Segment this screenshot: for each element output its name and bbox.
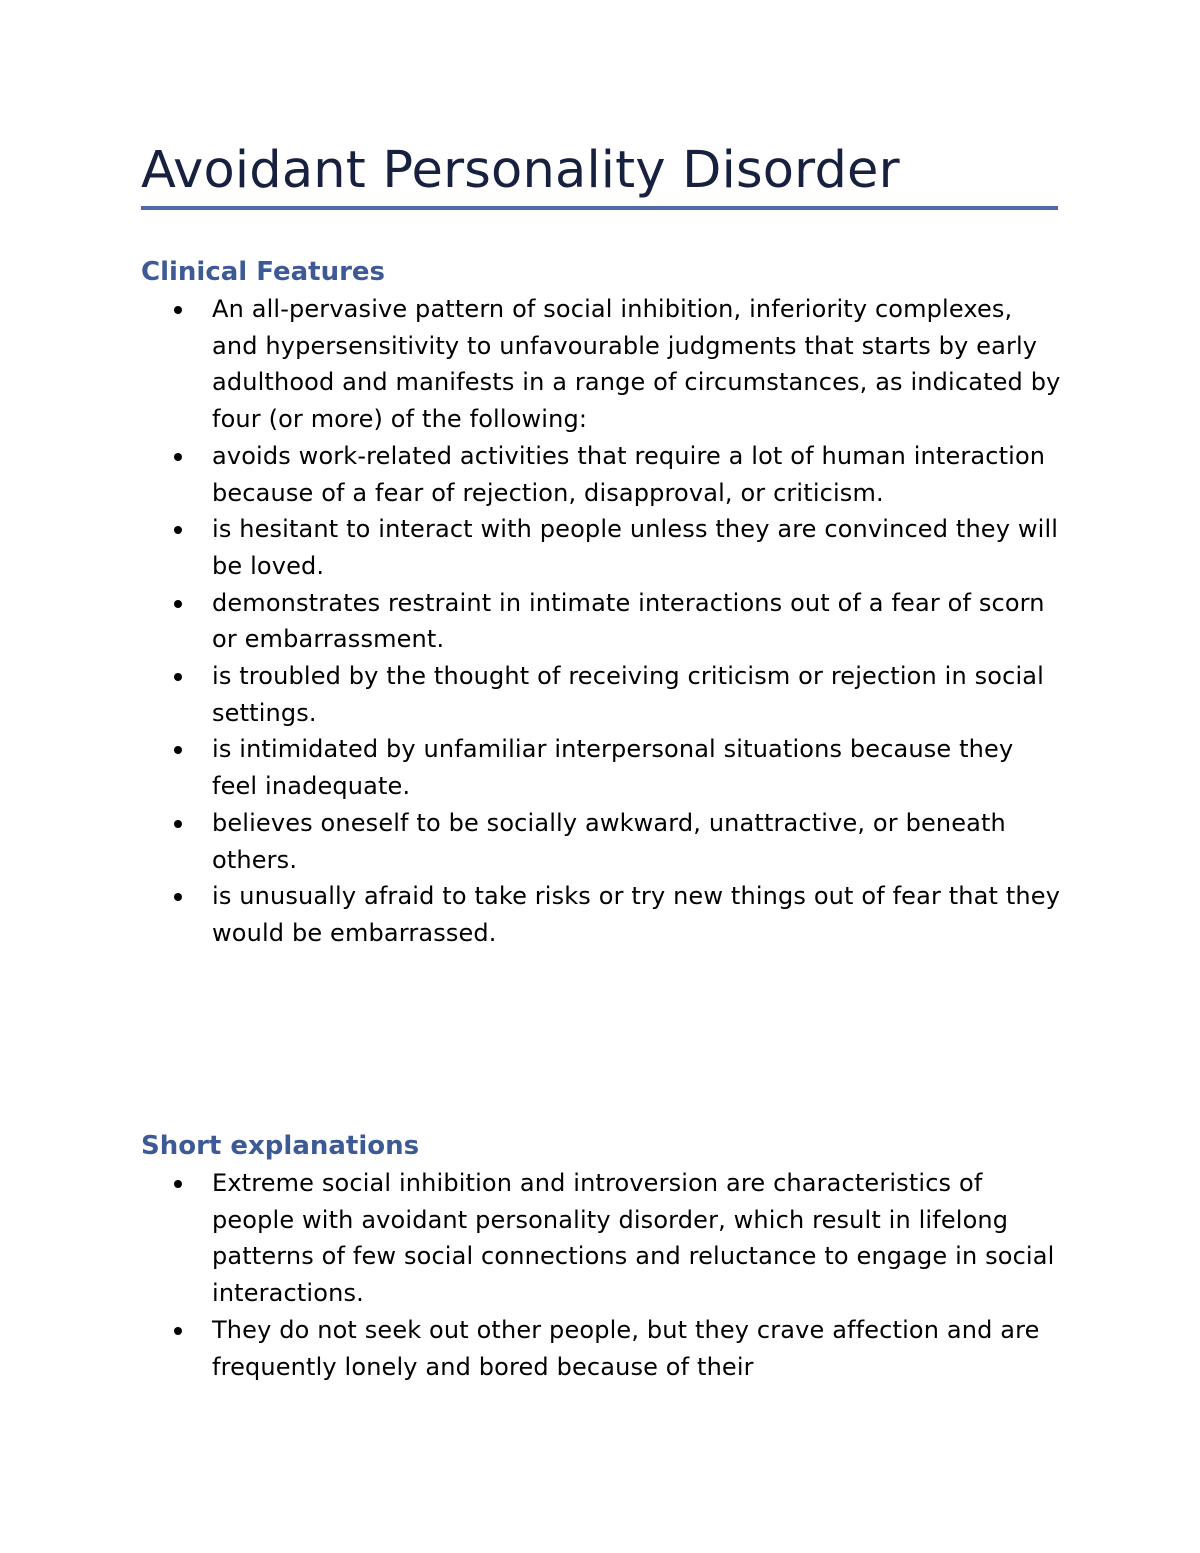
list-item-text: is troubled by the thought of receiving criticism or rejection in social settings. (212, 662, 1044, 727)
bullet-dot-icon (174, 673, 182, 681)
list-item (212, 1312, 1062, 1385)
list-item-text: avoids work-related activities that require a lot of human interaction because of a fear of rejection, disapproval, or criticism. (212, 441, 1046, 507)
list-item-text: Extreme social inhibition and introversion are characteristics of people with avoidant personality disorder, which result in lifelong patterns of few social connections and reluctance to engage in social interactions. (212, 1169, 1055, 1308)
list-item (212, 805, 1062, 878)
bullet-dot-icon (174, 746, 182, 754)
bullet-dot-icon (174, 1180, 182, 1188)
bullet-dot-icon (174, 306, 182, 314)
clinical-features-list (0, 291, 1200, 952)
title-underline-rule (141, 206, 1058, 210)
list-item-text: They do not seek out other people, but they crave affection and are frequently lonely and bored because of their (212, 1315, 1040, 1381)
list-item (212, 731, 1062, 804)
list-item-text: is hesitant to interact with people unless they are convinced they will be loved. (212, 515, 1059, 580)
section-heading-short-explanations: Short explanations (141, 1131, 420, 1161)
list-item (212, 438, 1062, 511)
bullet-dot-icon (174, 526, 182, 534)
bullet-dot-icon (174, 820, 182, 828)
list-item (212, 658, 1062, 731)
section-heading-clinical-features: Clinical Features (141, 257, 386, 287)
document-title: Avoidant Personality Disorder (141, 141, 900, 200)
bullet-dot-icon (174, 453, 182, 461)
list-item-text: demonstrates restraint in intimate interactions out of a fear of scorn or embarrassment. (212, 588, 1045, 654)
list-item (212, 511, 1062, 584)
short-explanations-list (0, 1165, 1200, 1385)
list-item (212, 1165, 1062, 1312)
list-item-text: is intimidated by unfamiliar interpersonal situations because they feel inadequate. (212, 735, 1014, 801)
bullet-dot-icon (174, 893, 182, 901)
list-item (212, 291, 1062, 438)
bullet-dot-icon (174, 1327, 182, 1335)
list-item-text: An all-pervasive pattern of social inhibition, inferiority complexes, and hypersensitivity to unfavourable judgments that starts by early adulthood and manifests in a range of circumstances, as indicated by four (or more) of the following: (212, 295, 1061, 434)
bullet-dot-icon (174, 600, 182, 608)
list-item-text: is unusually afraid to take risks or try new things out of fear that they would be embarrassed. (212, 882, 1061, 947)
list-item-text: believes oneself to be socially awkward, unattractive, or beneath others. (212, 808, 1006, 874)
list-item (212, 878, 1062, 951)
list-item (212, 585, 1062, 658)
